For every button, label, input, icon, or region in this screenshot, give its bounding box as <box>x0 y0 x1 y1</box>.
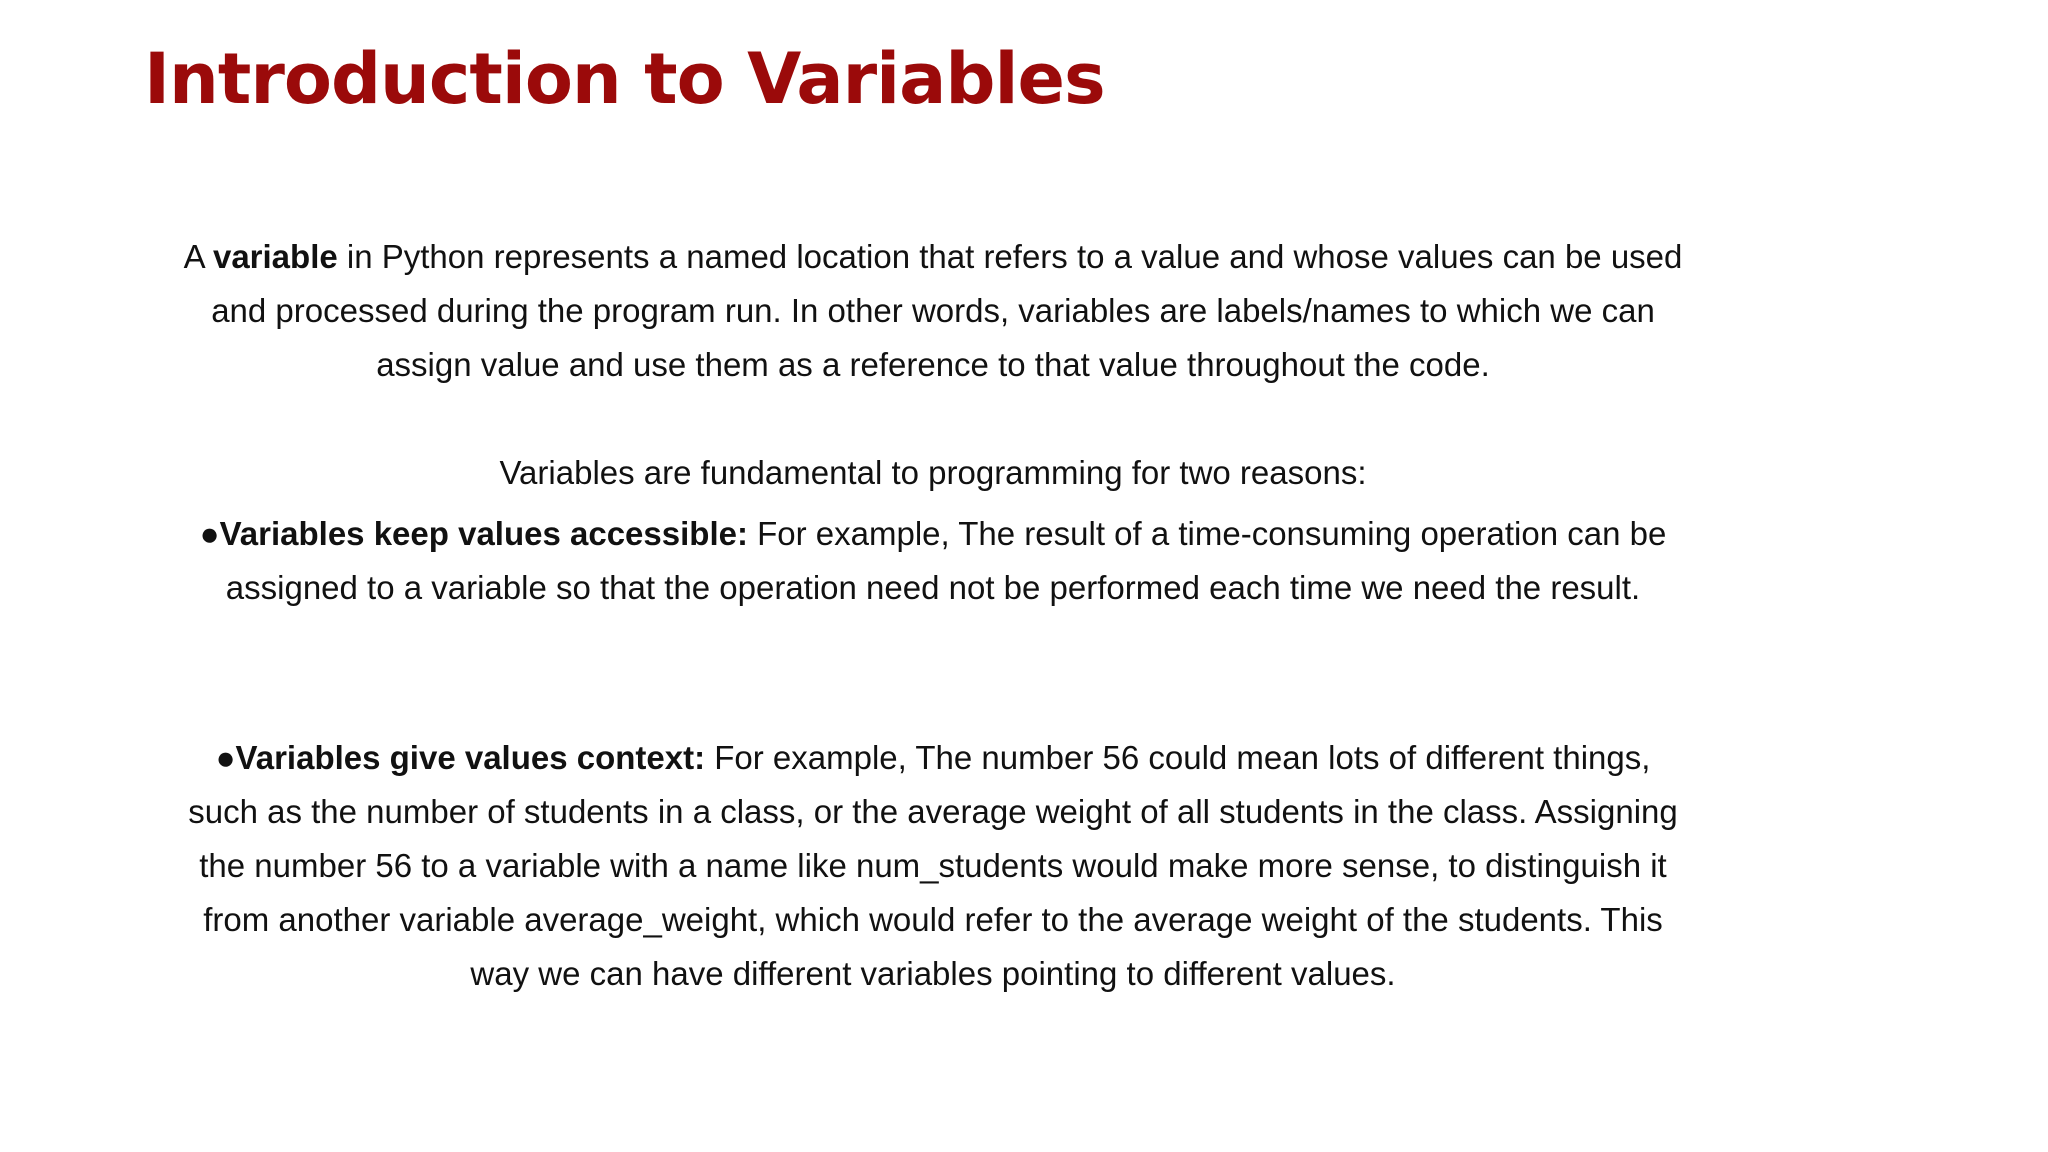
bullet-dot-icon: ● <box>215 739 236 776</box>
bullet-heading: Variables give values context: <box>235 739 706 776</box>
bullet-item-context <box>183 731 1683 1001</box>
definition-term: variable <box>212 238 338 275</box>
definition-prefix: A <box>183 238 213 275</box>
bullet-text: For example, The number 56 could mean lots of different things, such as the number of students in a class, or the average weight of all students in the class. Assigning the number 56 to a variable with a name like num_students would make more sense, to distinguish it from another variable average_weight, which would refer to the average weight of the students. This way we can have different variables pointing to different values. <box>188 739 1678 992</box>
definition-paragraph <box>183 230 1683 392</box>
bullet-item-accessible <box>183 507 1683 615</box>
definition-text: in Python represents a named location that refers to a value and whose values can be used and processed during the program run. In other words, variables are labels/names to which we can assign value and use them as a reference to that value throughout the code. <box>211 238 1683 383</box>
reasons-intro: Variables are fundamental to programming for two reasons: <box>499 454 1367 491</box>
bullet-heading: Variables keep values accessible: <box>219 515 748 552</box>
bullet-text: For example, The result of a time-consuming operation can be assigned to a variable so that the operation need not be performed each time we need the result. <box>225 515 1667 606</box>
slide-title: Introduction to Variables <box>144 38 1105 120</box>
bullet-dot-icon: ● <box>199 515 220 552</box>
